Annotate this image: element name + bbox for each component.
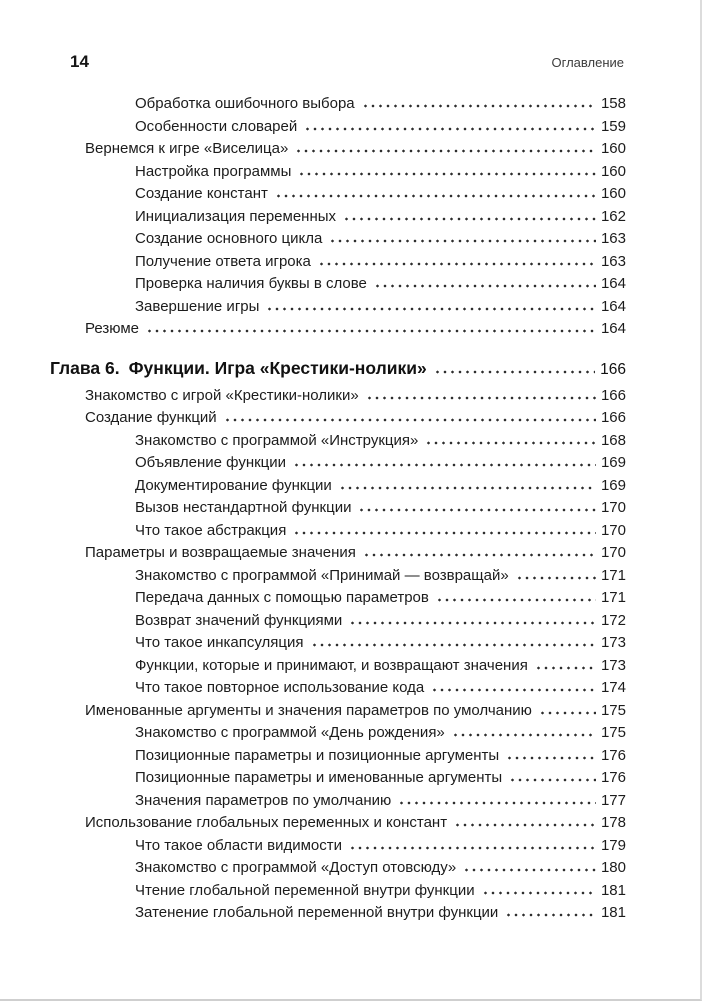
chapter-number-label: Глава 6.: [50, 357, 120, 378]
toc-entry: [135, 452, 626, 475]
dot-leader: [349, 846, 596, 850]
toc-entry-title: Объявление функции: [135, 454, 287, 471]
dot-leader: [349, 621, 596, 625]
toc-entry-page: 181: [600, 881, 626, 899]
toc-entry-title: Затенение глобальной переменной внутри функции: [135, 904, 499, 921]
toc-entry: [135, 745, 626, 768]
toc-entry: [135, 296, 626, 319]
dot-leader: [358, 508, 596, 512]
dot-leader: [509, 778, 596, 782]
toc-entry: [135, 183, 626, 206]
toc-chapter-entry: [50, 355, 626, 383]
toc-entry: [135, 93, 626, 116]
toc-entry: [135, 430, 626, 453]
toc-entry-title: Вызов нестандартной функции: [135, 499, 352, 516]
toc-entry-title: Параметры и возвращаемые значения: [85, 544, 356, 561]
dot-leader: [146, 329, 596, 333]
toc-entry-title: Что такое повторное использование кода: [135, 679, 425, 696]
toc-entry: [85, 407, 626, 430]
dot-leader: [311, 643, 596, 647]
toc-entry-title: Возврат значений функциями: [135, 611, 343, 629]
toc-entry-page: 159: [600, 117, 626, 135]
toc-entry-page: 162: [600, 207, 626, 225]
toc-entry-title: Функции. Игра «Крестики-нолики»: [128, 357, 427, 378]
toc-entry: [135, 273, 626, 296]
toc-entry-page: 166: [600, 386, 626, 404]
dot-leader: [539, 711, 596, 715]
toc-entry: [135, 610, 626, 633]
toc-entry: [135, 161, 626, 184]
toc-entry-title: Передача данных с помощью параметров: [135, 589, 429, 606]
dot-leader: [224, 418, 596, 422]
toc-entry: [135, 587, 626, 610]
toc-entry-page: 171: [600, 589, 626, 606]
dot-leader: [295, 149, 596, 153]
toc-entry: [135, 655, 626, 678]
toc-entry-title: Знакомство с программой «Принимай — возвращай»: [135, 566, 509, 584]
dot-leader: [339, 486, 596, 490]
toc-entry-title: Создание констант: [135, 185, 268, 202]
dot-leader: [293, 463, 596, 467]
toc-entry: [135, 857, 626, 880]
toc-entry: [85, 542, 626, 565]
toc-entry-page: 171: [600, 566, 626, 584]
toc-entry-page: 174: [600, 679, 626, 696]
toc-entry-title: Особенности словарей: [135, 117, 298, 135]
toc-entry-title: Вернемся к игре «Виселица»: [85, 140, 289, 157]
toc-entry-page: 160: [600, 162, 626, 180]
toc-entry: [135, 251, 626, 274]
toc-entry-page: 176: [600, 746, 626, 764]
dot-leader: [463, 868, 596, 872]
toc-entry-title: Значения параметров по умолчанию: [135, 791, 392, 809]
toc-entry-title: Именованные аргументы и значения параметров по умолчанию: [85, 701, 532, 719]
toc-entry-title: Позиционные параметры и именованные аргументы: [135, 769, 503, 786]
toc-entry-title: Завершение игры: [135, 297, 260, 315]
toc-entry-page: 175: [600, 724, 626, 741]
toc-entry-page: 170: [600, 521, 626, 539]
toc-entry-page: 163: [600, 230, 626, 247]
toc-entry-page: 176: [600, 769, 626, 786]
toc-entry-title: Что такое абстракция: [135, 521, 287, 539]
toc-entry-page: 169: [600, 476, 626, 494]
toc-entry: [85, 700, 626, 723]
table-of-contents: [50, 93, 626, 925]
toc-entry-page: 170: [600, 544, 626, 561]
dot-leader: [363, 553, 596, 557]
toc-entry: [135, 520, 626, 543]
dot-leader: [293, 531, 596, 535]
toc-entry-title: Знакомство с программой «Доступ отовсюду»: [135, 859, 457, 876]
toc-entry-title: Знакомство с программой «День рождения»: [135, 724, 445, 741]
dot-leader: [505, 913, 596, 917]
toc-entry: [135, 228, 626, 251]
toc-entry-title: Функции, которые и принимают, и возвращают значения: [135, 656, 528, 674]
toc-entry-page: 180: [600, 859, 626, 876]
toc-entry-title: Документирование функции: [135, 476, 332, 494]
toc-entry-page: 173: [600, 634, 626, 651]
running-header: Оглавление: [551, 55, 624, 70]
toc-entry: [135, 902, 626, 925]
dot-leader: [343, 217, 596, 221]
dot-leader: [434, 370, 595, 374]
toc-entry-page: 169: [600, 454, 626, 471]
dot-leader: [266, 307, 596, 311]
toc-entry-page: 170: [600, 499, 626, 516]
toc-entry-page: 181: [600, 904, 626, 921]
dot-leader: [535, 666, 596, 670]
toc-entry-title: Получение ответа игрока: [135, 252, 311, 270]
toc-entry-page: 166: [600, 360, 626, 378]
dot-leader: [425, 441, 596, 445]
toc-entry: [135, 880, 626, 903]
toc-entry-page: 173: [600, 656, 626, 674]
dot-leader: [374, 284, 596, 288]
toc-entry: [135, 206, 626, 229]
toc-entry-title: Чтение глобальной переменной внутри функции: [135, 881, 475, 899]
toc-entry-title: Позиционные параметры и позиционные аргументы: [135, 746, 500, 764]
dot-leader: [482, 891, 596, 895]
page-header: [70, 52, 624, 72]
dot-leader: [506, 756, 596, 760]
toc-entry: [135, 565, 626, 588]
toc-entry-page: 177: [600, 791, 626, 809]
toc-entry-page: 175: [600, 701, 626, 719]
dot-leader: [275, 194, 596, 198]
toc-entry-page: 164: [600, 297, 626, 315]
toc-entry-page: 164: [600, 275, 626, 292]
toc-entry-title: Знакомство с программой «Инструкция»: [135, 431, 419, 449]
toc-entry-title: Создание функций: [85, 409, 217, 426]
dot-leader: [398, 801, 596, 805]
toc-entry: [135, 677, 626, 700]
dot-leader: [431, 688, 596, 692]
toc-entry-title: Проверка наличия буквы в слове: [135, 275, 367, 292]
dot-leader: [366, 396, 596, 400]
toc-entry-title: Что такое инкапсуляция: [135, 634, 304, 651]
toc-entry-page: 160: [600, 185, 626, 202]
dot-leader: [516, 576, 596, 580]
toc-entry: [135, 835, 626, 858]
toc-entry-title: Что такое области видимости: [135, 836, 342, 854]
toc-entry-page: 172: [600, 611, 626, 629]
toc-entry: [85, 318, 626, 341]
dot-leader: [298, 172, 596, 176]
toc-entry: [135, 116, 626, 139]
toc-entry: [135, 722, 626, 745]
dot-leader: [454, 823, 596, 827]
toc-entry-page: 168: [600, 431, 626, 449]
dot-leader: [452, 733, 596, 737]
toc-entry-title: Настройка программы: [135, 162, 292, 180]
toc-entry: [135, 497, 626, 520]
toc-entry: [135, 475, 626, 498]
toc-entry-title: Использование глобальных переменных и констант: [85, 814, 448, 831]
toc-entry: [135, 767, 626, 790]
toc-entry: [85, 812, 626, 835]
toc-entry-page: 163: [600, 252, 626, 270]
toc-entry: [85, 385, 626, 408]
toc-entry-page: 178: [600, 814, 626, 831]
dot-leader: [318, 262, 596, 266]
toc-entry: [135, 790, 626, 813]
toc-entry-title: Резюме: [85, 320, 139, 337]
toc-entry-page: 164: [600, 320, 626, 337]
dot-leader: [304, 127, 596, 131]
page-number: 14: [70, 52, 89, 71]
toc-entry-page: 179: [600, 836, 626, 854]
toc-entry-title: Обработка ошибочного выбора: [135, 95, 355, 112]
dot-leader: [329, 239, 596, 243]
toc-entry: [135, 632, 626, 655]
dot-leader: [362, 104, 596, 108]
toc-entry-page: 158: [600, 95, 626, 112]
toc-entry-page: 160: [600, 140, 626, 157]
dot-leader: [436, 598, 596, 602]
toc-entry-page: 166: [600, 409, 626, 426]
toc-entry-title: Знакомство с игрой «Крестики-нолики»: [85, 386, 359, 404]
toc-entry: [85, 138, 626, 161]
toc-entry-title: Создание основного цикла: [135, 230, 323, 247]
toc-entry-title: Инициализация переменных: [135, 207, 337, 225]
